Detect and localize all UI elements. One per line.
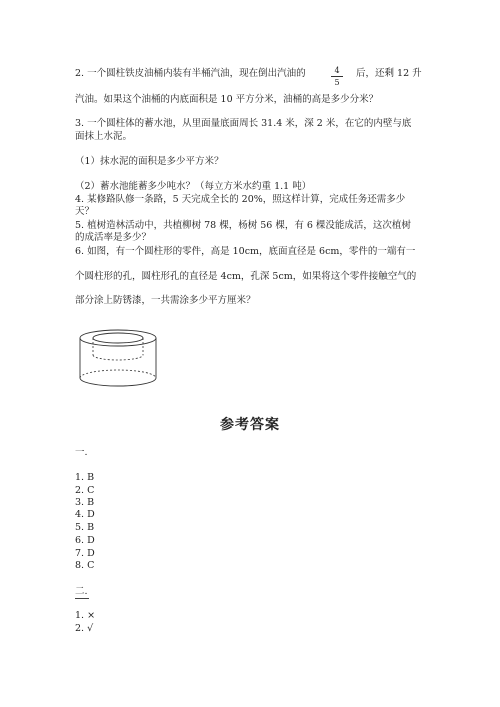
answer-item: 4. D bbox=[75, 509, 95, 520]
q3-sub2-text: （2）蓄水池能蓄多少吨水？（每立方米水约重 1.1 吨） bbox=[75, 181, 312, 192]
fraction-bar bbox=[331, 76, 343, 77]
q4-line2-text: 天？ bbox=[75, 206, 95, 217]
cylinder-figure bbox=[75, 325, 165, 395]
answer-item: 2. C bbox=[75, 485, 95, 496]
q2-line1-text: 2. 一个圆柱铁皮油桶内装有半桶汽油，现在倒出汽油的 bbox=[75, 68, 306, 79]
q4-line1-text: 4. 某修路队修一条路，5 天完成全长的 20%，照这样计算，完成任务还需多少 bbox=[75, 194, 406, 205]
q5-line1-text: 5. 植树造林活动中，共植柳树 78 棵，杨树 56 棵，有 6 棵没能成活，这次植树 bbox=[75, 220, 411, 231]
q2-fraction bbox=[330, 66, 344, 87]
answer-key-title: 参考答案 bbox=[220, 417, 280, 433]
answer-item: 1. B bbox=[75, 472, 95, 483]
answer-item: 8. C bbox=[75, 560, 95, 571]
answer-item: 5. B bbox=[75, 522, 95, 533]
answer-item: 3. B bbox=[75, 497, 95, 508]
q3-line1-text: 3. 一个圆柱体的蓄水池，从里面量底面周长 31.4 米，深 2 米，在它的内壁与底 bbox=[75, 118, 412, 129]
q6-line1-text: 6. 如图，有一个圆柱形的零件，高是 10cm，底面直径是 6cm，零件的一端有一 bbox=[75, 246, 416, 257]
q5-line2-text: 的成活率是多少？ bbox=[75, 232, 152, 243]
q6-line3-text: 部分涂上防锈漆，一共需涂多少平方厘米？ bbox=[75, 295, 256, 306]
answer-item: 6. D bbox=[75, 535, 95, 546]
answer-item: 2. √ bbox=[75, 623, 94, 634]
section2-heading: 二. bbox=[75, 586, 88, 597]
fraction-denominator: 5 bbox=[334, 78, 340, 87]
answer-item: 7. D bbox=[75, 548, 95, 559]
q2-line2-text: 汽油。如果这个油桶的内底面积是 10 平方分米，油桶的高是多少分米？ bbox=[75, 94, 379, 105]
q3-sub1-text: （1）抹水泥的面积是多少平方米？ bbox=[75, 156, 224, 167]
fraction-numerator: 4 bbox=[334, 66, 340, 75]
answer-item: 1. × bbox=[75, 610, 96, 621]
q3-line2-text: 面抹上水泥。 bbox=[75, 131, 133, 142]
section1-heading: 一. bbox=[75, 447, 88, 458]
q2-line1-tail: 后，还剩 12 升 bbox=[356, 68, 422, 79]
q6-line2-text: 个圆柱形的孔，圆柱形孔的直径是 4cm，孔深 5cm，如果将这个零件接触空气的 bbox=[75, 271, 417, 282]
section2-underline bbox=[75, 598, 89, 599]
